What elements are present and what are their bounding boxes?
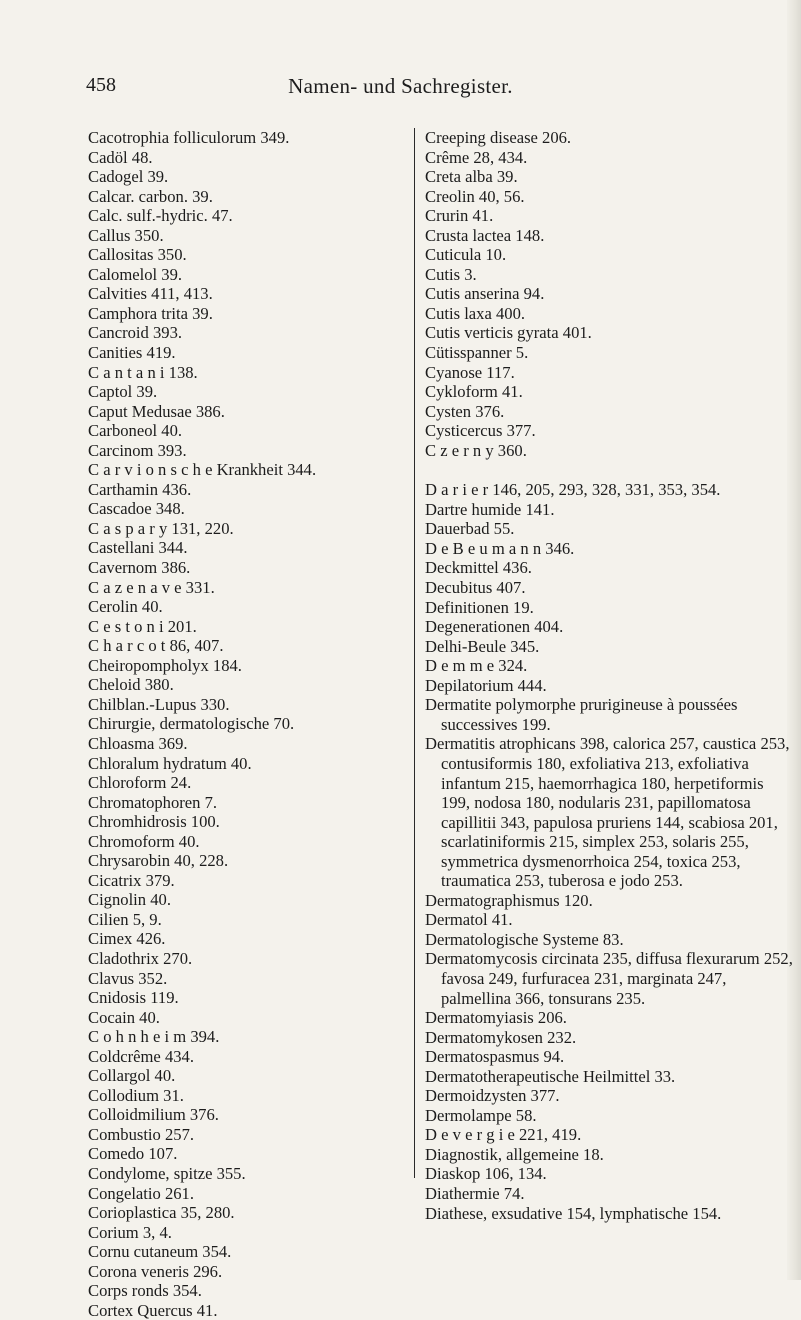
index-entry: Collodium 31. bbox=[88, 1085, 184, 1105]
page-header bbox=[0, 74, 801, 104]
index-entry: Diagnostik, allgemeine 18. bbox=[425, 1144, 604, 1164]
index-column-right bbox=[425, 128, 795, 1223]
index-entry: C e s t o n i 201. bbox=[88, 616, 197, 636]
index-entry: Calvities 411, 413. bbox=[88, 284, 213, 304]
index-entry: Corona veneris 296. bbox=[88, 1261, 223, 1281]
index-entry: Colloidmilium 376. bbox=[88, 1105, 219, 1125]
index-entry: Captol 39. bbox=[88, 382, 158, 402]
index-entry: C a s p a r y 131, 220. bbox=[88, 518, 234, 538]
index-entry: Dermatitis atrophicans 398, calorica 257, caustica 253, contusiformis 180, exfoliativa 213, exfoliativa infantum 215, haemorrhagica 180, herpetiformis 199, nodosa 180, nodularis 231, papillomatosa capillitii 343, papulosa pruriens 144, scabiosa 201, scarlatiniformis 215, simplex 253, solaris 255, symmetrica dysmenorrhoica 254, toxica 253, traumatica 253, tuberosa e jodo 253. bbox=[425, 734, 790, 891]
index-entry: Dermatospasmus 94. bbox=[425, 1047, 565, 1067]
index-entry: Dermatomycosis circinata 235, diffusa flexurarum 252, favosa 249, furfuracea 231, marginata 247, palmellina 366, tonsurans 235. bbox=[425, 949, 793, 1008]
index-entry: Cysten 376. bbox=[425, 401, 505, 421]
index-column-left bbox=[88, 128, 406, 1320]
index-entry: C a z e n a v e 331. bbox=[88, 577, 215, 597]
index-entry: Chromoform 40. bbox=[88, 831, 200, 851]
index-entry: Condylome, spitze 355. bbox=[88, 1163, 246, 1183]
index-entry: Dermatographismus 120. bbox=[425, 890, 593, 910]
index-entry: Camphora trita 39. bbox=[88, 303, 213, 323]
index-entry: Calc. sulf.-hydric. 47. bbox=[88, 206, 233, 226]
index-entry: Degenerationen 404. bbox=[425, 617, 564, 637]
index-entry: Dermatol 41. bbox=[425, 910, 513, 930]
index-entry: Cerolin 40. bbox=[88, 597, 163, 617]
index-entry: Crême 28, 434. bbox=[425, 147, 528, 167]
index-entry: C a r v i o n s c h e Krankheit 344. bbox=[88, 460, 317, 480]
index-entry: Cladothrix 270. bbox=[88, 948, 193, 968]
index-entry: Dermatologische Systeme 83. bbox=[425, 929, 624, 949]
index-entry: Congelatio 261. bbox=[88, 1183, 195, 1203]
index-entry: Caput Medusae 386. bbox=[88, 401, 225, 421]
index-entry: Creeping disease 206. bbox=[425, 128, 572, 147]
index-entry: Comedo 107. bbox=[88, 1144, 178, 1164]
index-entry: Carthamin 436. bbox=[88, 479, 192, 499]
index-entry: Crurin 41. bbox=[425, 206, 494, 226]
index-entry: C z e r n y 360. bbox=[425, 440, 527, 460]
index-entry: Cnidosis 119. bbox=[88, 988, 179, 1008]
index-entry: Diathese, exsudative 154, lymphatische 154. bbox=[425, 1203, 722, 1223]
index-entry: Creta alba 39. bbox=[425, 167, 518, 187]
index-entry: Dermoidzysten 377. bbox=[425, 1086, 560, 1106]
index-entry: Chloasma 369. bbox=[88, 733, 188, 753]
index-entry: Cascadoe 348. bbox=[88, 499, 185, 519]
index-entry: Cilien 5, 9. bbox=[88, 909, 162, 929]
index-entry: Chilblan.-Lupus 330. bbox=[88, 694, 230, 714]
index-entry: Chloralum hydratum 40. bbox=[88, 753, 252, 773]
index-entry: Delhi-Beule 345. bbox=[425, 636, 540, 656]
index-entry: Cysticercus 377. bbox=[425, 421, 536, 441]
index-entry: Cadöl 48. bbox=[88, 147, 153, 167]
index-entry: Cuticula 10. bbox=[425, 245, 507, 265]
index-entry: Cyanose 117. bbox=[425, 362, 515, 382]
index-entry: Chromhidrosis 100. bbox=[88, 812, 220, 832]
index-entry: Cavernom 386. bbox=[88, 558, 191, 578]
index-entry: Diaskop 106, 134. bbox=[425, 1164, 547, 1184]
index-entry: D a r i e r 146, 205, 293, 328, 331, 353, 354. bbox=[425, 480, 721, 500]
index-group-d bbox=[425, 480, 795, 1223]
index-entry: Deckmittel 436. bbox=[425, 558, 532, 578]
column-divider bbox=[414, 128, 415, 1178]
index-entry: Dauerbad 55. bbox=[425, 519, 515, 539]
index-entry: Definitionen 19. bbox=[425, 597, 534, 617]
index-entry: Cheloid 380. bbox=[88, 675, 174, 695]
index-entry: Dermatite polymorphe prurigineuse à poussées successives 199. bbox=[425, 695, 738, 734]
index-entry: Cancroid 393. bbox=[88, 323, 183, 343]
index-entry: Canities 419. bbox=[88, 343, 176, 363]
index-entry: Chirurgie, dermatologische 70. bbox=[88, 714, 295, 734]
index-entry: Depilatorium 444. bbox=[425, 675, 547, 695]
index-entry: Castellani 344. bbox=[88, 538, 188, 558]
index-entry: Creolin 40, 56. bbox=[425, 186, 525, 206]
index-entry: Cykloform 41. bbox=[425, 382, 523, 402]
index-entry: D e v e r g i e 221, 419. bbox=[425, 1125, 582, 1145]
index-entry: Crusta lactea 148. bbox=[425, 225, 545, 245]
index-entry: C o h n h e i m 394. bbox=[88, 1027, 220, 1047]
index-entry: Dermatomykosen 232. bbox=[425, 1027, 577, 1047]
running-title: Namen- und Sachregister. bbox=[288, 74, 513, 98]
index-entry: Diathermie 74. bbox=[425, 1183, 525, 1203]
index-entry: Cortex Quercus 41. bbox=[88, 1300, 218, 1320]
page-number: 458 bbox=[86, 74, 116, 96]
index-entry: Cutis laxa 400. bbox=[425, 303, 526, 323]
index-entry: Dermatotherapeutische Heilmittel 33. bbox=[425, 1066, 676, 1086]
index-entry: Collargol 40. bbox=[88, 1066, 176, 1086]
index-entry: Corium 3, 4. bbox=[88, 1222, 172, 1242]
index-entry: Coldcrême 434. bbox=[88, 1046, 194, 1066]
index-entry: C h a r c o t 86, 407. bbox=[88, 636, 224, 656]
index-entry: Cimex 426. bbox=[88, 929, 166, 949]
index-entry: D e m m e 324. bbox=[425, 656, 528, 676]
index-entry: Dermolampe 58. bbox=[425, 1105, 537, 1125]
index-entry: Cacotrophia folliculorum 349. bbox=[88, 128, 290, 147]
index-entry: Cadogel 39. bbox=[88, 167, 169, 187]
index-entry: Combustio 257. bbox=[88, 1124, 195, 1144]
index-entry: Carcinom 393. bbox=[88, 440, 187, 460]
index-entry: Calomelol 39. bbox=[88, 264, 183, 284]
index-entry: Decubitus 407. bbox=[425, 578, 526, 598]
index-entry: Calcar. carbon. 39. bbox=[88, 186, 213, 206]
index-entry: Cheiropompholyx 184. bbox=[88, 655, 242, 675]
index-entry: Cütisspanner 5. bbox=[425, 343, 529, 363]
index-entry: Cocain 40. bbox=[88, 1007, 160, 1027]
index-entry: Cutis 3. bbox=[425, 264, 477, 284]
index-entry: Chloroform 24. bbox=[88, 773, 192, 793]
letter-gap bbox=[425, 460, 795, 480]
index-entry: Dartre humide 141. bbox=[425, 499, 555, 519]
index-entry: Callus 350. bbox=[88, 225, 164, 245]
index-group-c bbox=[425, 128, 795, 460]
index-entry: Cornu cutaneum 354. bbox=[88, 1242, 232, 1262]
index-entry: Cutis anserina 94. bbox=[425, 284, 545, 304]
index-entry: Chrysarobin 40, 228. bbox=[88, 851, 229, 871]
index-entry: Corps ronds 354. bbox=[88, 1281, 202, 1301]
index-entry: Cignolin 40. bbox=[88, 890, 171, 910]
index-entry: Corioplastica 35, 280. bbox=[88, 1203, 235, 1223]
index-entry: Dermatomyiasis 206. bbox=[425, 1008, 567, 1028]
index-entry: C a n t a n i 138. bbox=[88, 362, 198, 382]
index-entry: Carboneol 40. bbox=[88, 421, 183, 441]
index-entry: Chromatophoren 7. bbox=[88, 792, 218, 812]
index-entry: Clavus 352. bbox=[88, 968, 168, 988]
index-entry: Cicatrix 379. bbox=[88, 870, 175, 890]
index-entry: Cutis verticis gyrata 401. bbox=[425, 323, 592, 343]
index-entry: Callositas 350. bbox=[88, 245, 187, 265]
index-entry: D e B e u m a n n 346. bbox=[425, 538, 575, 558]
